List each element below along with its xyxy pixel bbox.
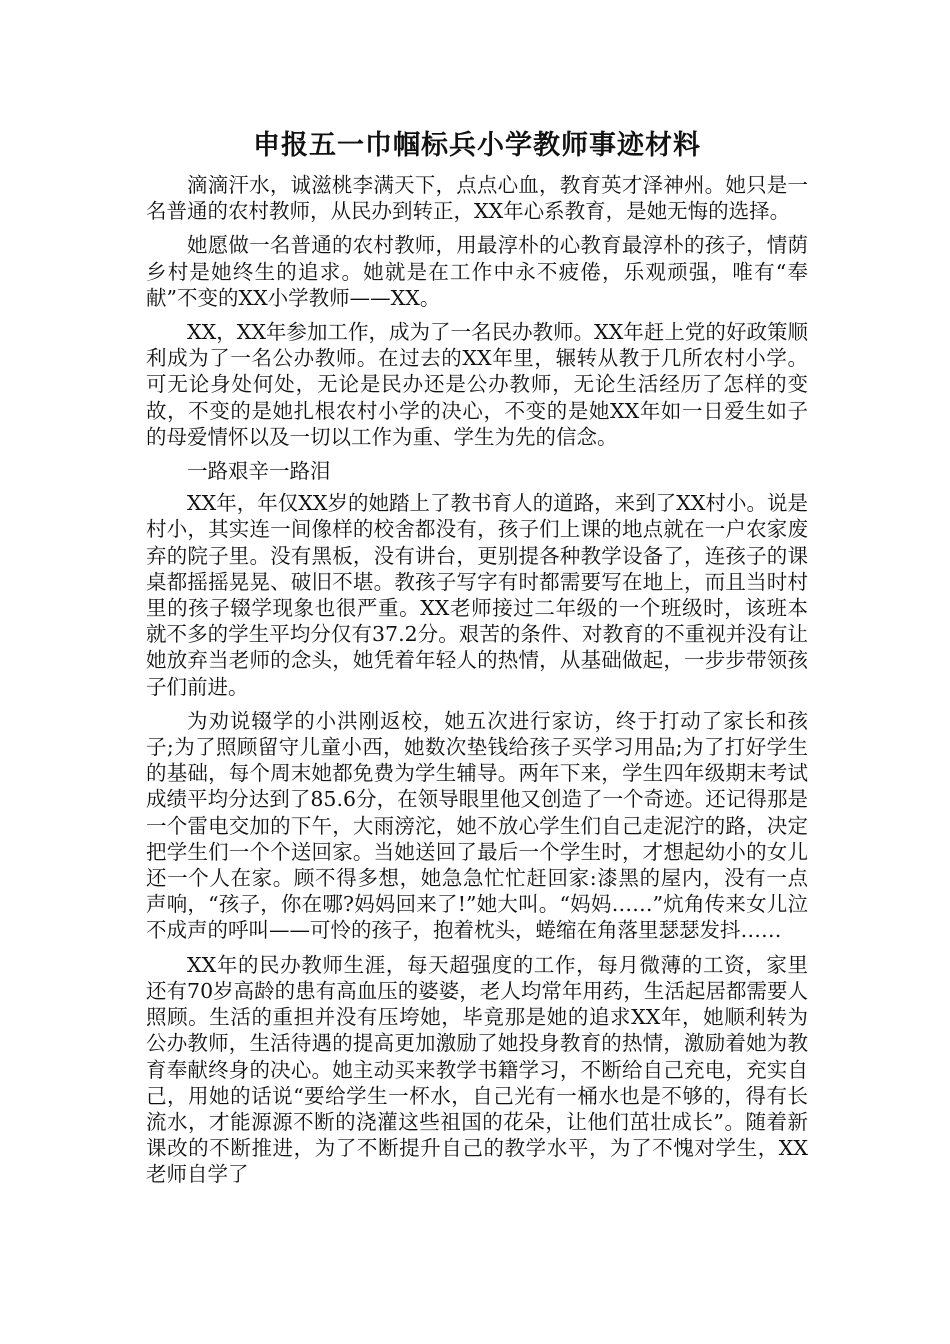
paragraph-early-career: XX年，年仅XX岁的她踏上了教书育人的道路，来到了XX村小。说是村小，其实连一间像样的校舍都没有，孩子们上课的地点就在一户农家废弃的院子里。没有黑板，没有讲台，更别提各种教学设备了，连孩子的课桌都摇摇晃晃、破旧不堪。教孩子写字有时都需要写在地上，而且当时村里的孩子辍学现象也很严重。XX老师接过二年级的一个班级时，该班本就不多的学生平均分仅有37.2分。艰苦的条件、对教育的不重视并没有让她放弃当老师的念头，她凭着年轻人的热情，从基础做起，一步步带领孩子们前进。 (146, 491, 808, 699)
paragraph-dedication: 为劝说辍学的小洪刚返校，她五次进行家访，终于打动了家长和孩子;为了照顾留守儿童小西，她数次垫钱给孩子买学习用品;为了打好学生的基础，每个周末她都免费为学生辅导。两年下来，学生四年级期末考试成绩平均分达到了85.6分，在领导眼里他又创造了一个奇迹。还记得那是一个雷电交加的下午，大雨滂沱，她不放心学生们自己走泥泞的路，决定把学生们一个个送回家。当她送回了最后一个学生时，才想起幼小的女儿还一个人在家。顾不得多想，她急急忙忙赶回家:漆黑的屋内，没有一点声响，“孩子，你在哪?妈妈回来了!”她大叫。“妈妈……”炕角传来女儿泣不成声的呼叫——可怜的孩子，抱着枕头，蜷缩在角落里瑟瑟发抖…… (146, 708, 808, 943)
document-page (146, 126, 808, 1196)
paragraph-intro: 滴滴汗水，诚滋桃李满天下，点点心血，教育英才泽神州。她只是一名普通的农村教师，从民办到转正，XX年心系教育，是她无悔的选择。 (146, 173, 808, 224)
paragraph-growth: XX年的民办教师生涯，每天超强度的工作，每月微薄的工资，家里还有70岁高龄的患有高血压的婆婆，老人均常年用药，生活起居都需要人照顾。生活的重担并没有压垮她，毕竟那是她的追求XX年，她顺利转为公办教师，生活待遇的提高更加激励了她投身教育的热情，激励着她为教育奉献终身的决心。她主动买来教学书籍学习，不断给自己充电，充实自己，用她的话说“要给学生一杯水，自己光有一桶水也是不够的，得有长流水，才能源源不断的浇灌这些祖国的花朵，让他们茁壮成长”。随着新课改的不断推进，为了不断提升自己的教学水平，为了不愧对学生，XX老师自学了 (146, 952, 808, 1187)
paragraph-summary: 她愿做一名普通的农村教师，用最淳朴的心教育最淳朴的孩子，情荫乡村是她终生的追求。她就是在工作中永不疲倦，乐观顽强，唯有“奉献”不变的XX小学教师——XX。 (146, 233, 808, 310)
paragraph-background: XX，XX年参加工作，成为了一名民办教师。XX年赶上党的好政策顺利成为了一名公办教师。在过去的XX年里，辗转从教于几所农村小学。可无论身处何处，无论是民办还是公办教师，无论生活经历了怎样的变故，不变的是她扎根农村小学的决心，不变的是她XX年如一日爱生如子的母爱情怀以及一切以工作为重、学生为先的信念。 (146, 320, 808, 449)
document-title: 申报五一巾帼标兵小学教师事迹材料 (253, 130, 701, 161)
section-heading: 一路艰辛一路泪 (187, 459, 331, 484)
